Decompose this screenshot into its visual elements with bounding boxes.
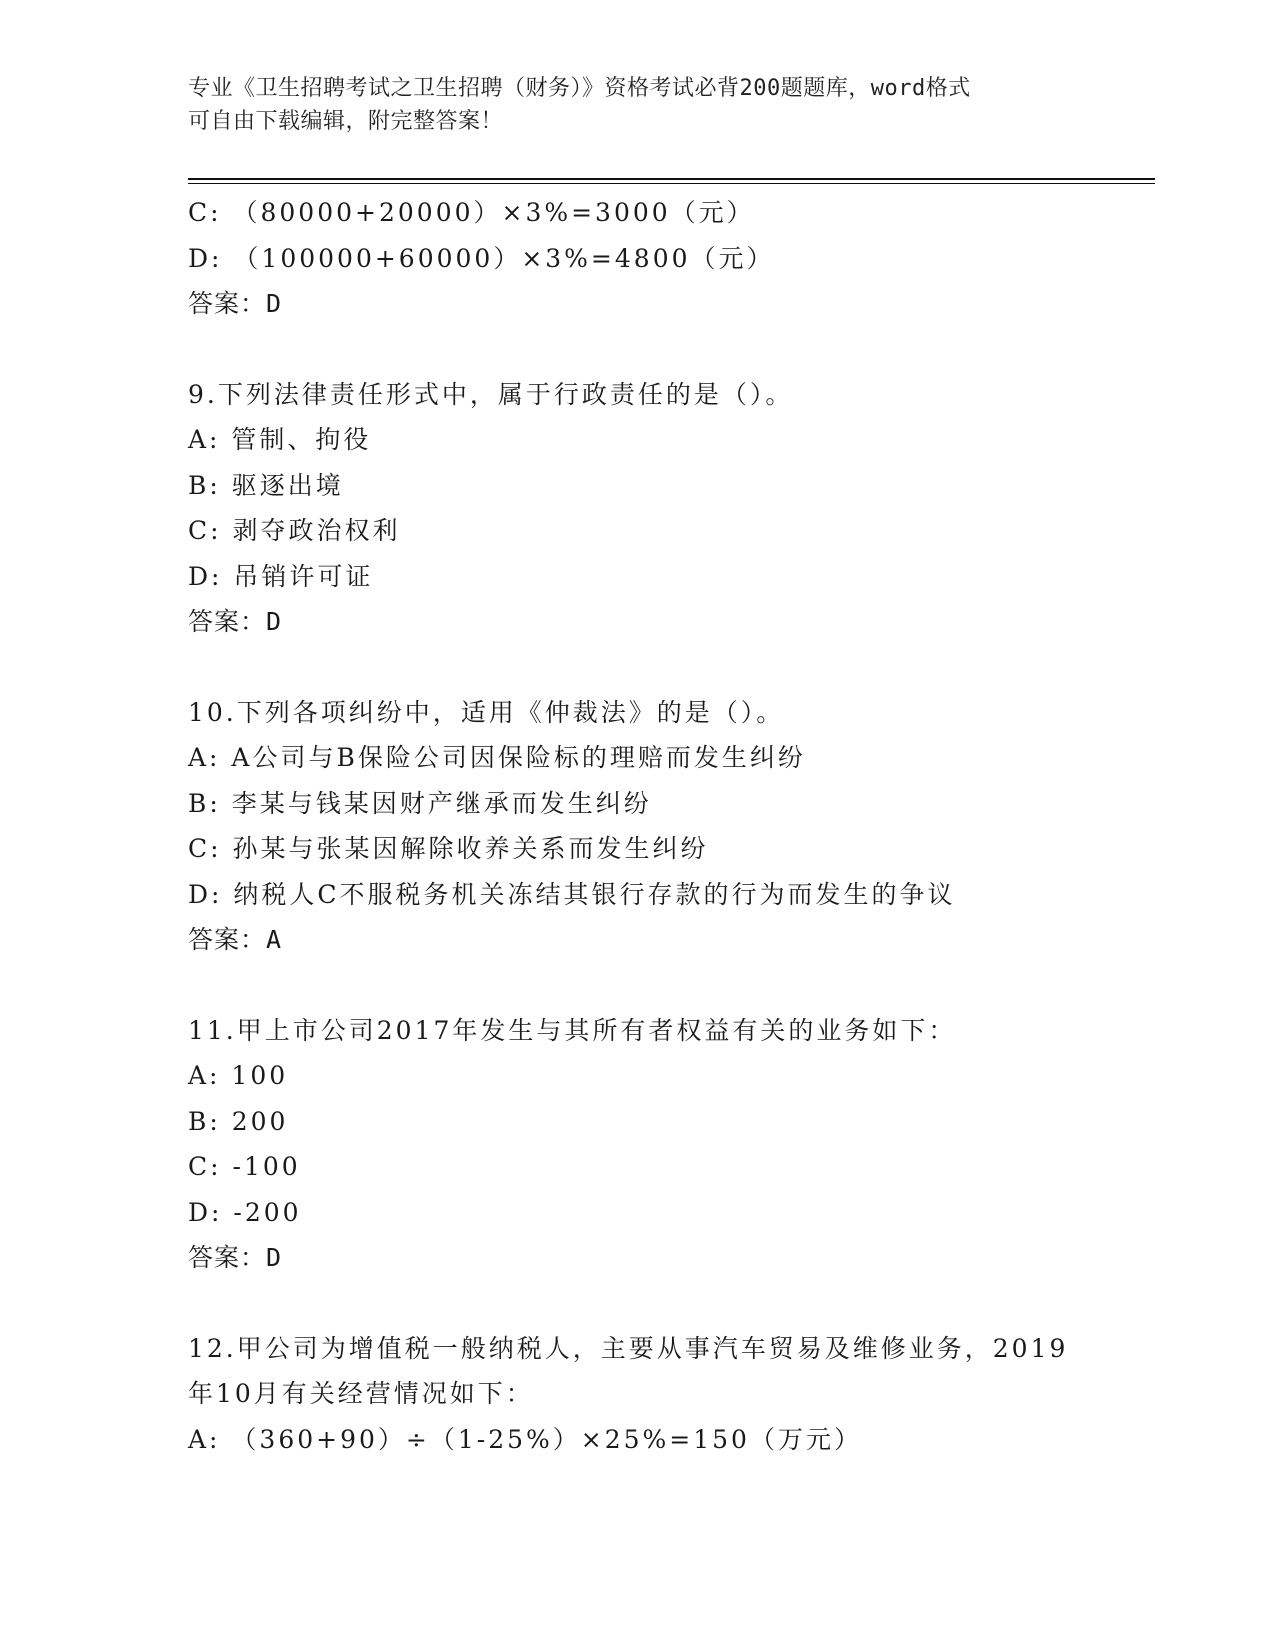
option-a: A: （360+90）÷（1-25%）×25%=150（万元）	[188, 1424, 862, 1454]
previous-question-tail	[188, 190, 1158, 327]
answer-line: 答案：D	[188, 1243, 283, 1272]
option-b: B: 200	[188, 1106, 289, 1136]
question-stem: 10.下列各项纠纷中，适用《仲裁法》的是（）。	[188, 697, 785, 727]
question-stem: 9.下列法律责任形式中，属于行政责任的是（）。	[188, 379, 794, 409]
question-stem-continued: 年10月有关经营情况如下：	[188, 1379, 534, 1408]
question-11	[188, 1008, 1158, 1281]
header-divider	[188, 178, 1155, 180]
option-b: B: 李某与钱某因财产继承而发生纠纷	[188, 788, 652, 818]
question-10	[188, 690, 1158, 963]
option-c: C: -100	[188, 1152, 301, 1181]
option-a: A: A公司与B保险公司因保险标的理赔而发生纠纷	[188, 743, 806, 772]
question-9	[188, 372, 1158, 645]
option-b: B: 驱逐出境	[188, 470, 344, 500]
answer-line: 答案：D	[188, 289, 283, 318]
option-a: A: 100	[188, 1061, 289, 1090]
option-d: D: 纳税人C不服税务机关冻结其银行存款的行为而发生的争议	[188, 879, 956, 909]
option-c: C: （80000+20000）×3%=3000（元）	[188, 198, 755, 227]
question-stem: 11.甲上市公司2017年发生与其所有者权益有关的业务如下：	[188, 1015, 957, 1045]
option-c: C: 剥夺政治权利	[188, 516, 401, 545]
header-divider-thin	[188, 183, 1155, 184]
question-stem: 12.甲公司为增值税一般纳税人，主要从事汽车贸易及维修业务，2019	[188, 1333, 1069, 1363]
question-12	[188, 1326, 1158, 1463]
document-header	[188, 72, 1088, 138]
option-a: A: 管制、拘役	[188, 425, 372, 454]
answer-line: 答案：A	[188, 925, 283, 954]
header-line-2: 可自由下载编辑，附完整答案！	[188, 109, 504, 134]
question-content	[188, 190, 1158, 1462]
option-d: D: -200	[188, 1197, 302, 1227]
option-c: C: 孙某与张某因解除收养关系而发生纠纷	[188, 834, 709, 863]
option-d: D: （100000+60000）×3%=4800（元）	[188, 243, 775, 273]
option-d: D: 吊销许可证	[188, 561, 374, 591]
header-line-1: 专业《卫生招聘考试之卫生招聘（财务）》资格考试必背200题题库，word格式	[188, 76, 971, 101]
answer-line: 答案：D	[188, 607, 283, 636]
